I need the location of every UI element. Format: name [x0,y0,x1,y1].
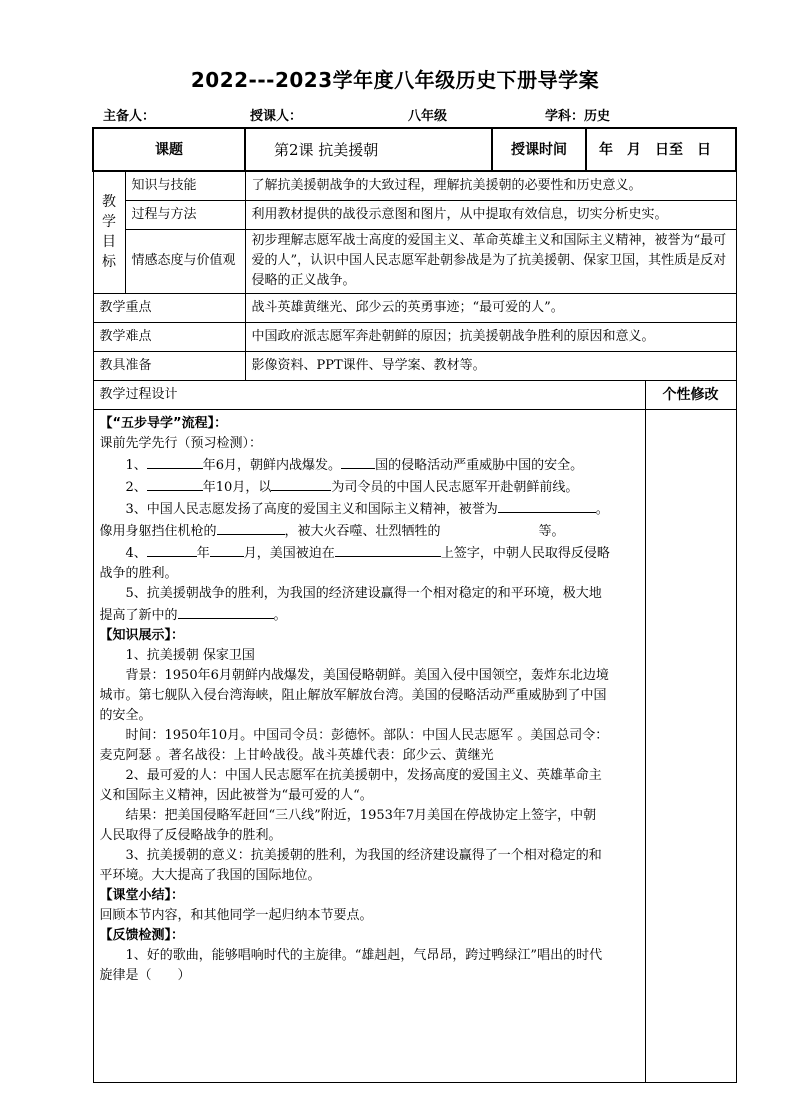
knowledge-text: 人民取得了反侵略战争的胜利。 [99,827,282,843]
knowledge-text: 时间：1950年10月。中国司令员：彭德怀。部队：中国人民志愿军 。美国总司令： [125,727,609,743]
knowledge-heading: 【知识展示】： [99,627,185,643]
preview-intro: 课前先学先行（预习检测）： [99,435,263,451]
blank[interactable] [498,498,596,513]
objective-name: 知识与技能 [125,171,245,200]
blank[interactable] [147,542,197,557]
topic-label: 课题 [93,128,245,171]
tools-row [93,351,736,380]
knowledge-text: 3、抗美援朝的意义：抗美援朝的胜利，为我国的经济建设赢得了一个相对稳定的和 [125,847,602,863]
question-4: 4、 年 月，美国被迫在 上签字，中朝人民取得反侵略 [100,542,639,564]
blank[interactable] [271,476,331,491]
preparer-label: 主备人： [103,109,156,124]
key-point-text: 战斗英雄黄继光、邱少云的英勇事迹；“最可爱的人”。 [245,293,736,322]
question-4-cont: 战争的胜利。 [99,565,178,581]
personal-label: 个性修改 [645,380,736,409]
flow-heading: 【“五步导学”流程】： [99,415,228,431]
knowledge-text: 义和国际主义精神，因此被誉为“最可爱的人“。 [99,787,373,803]
key-point-label: 教学重点 [93,293,245,322]
blank[interactable] [335,542,441,557]
blank[interactable] [147,454,203,469]
blank[interactable] [210,542,244,557]
feedback-heading: 【反馈检测】： [99,927,185,943]
blank[interactable] [147,476,203,491]
knowledge-text: 2、最可爱的人：中国人民志愿军在抗美援朝中，发扬高度的爱国主义、英雄革命主 [125,767,602,783]
question-3: 3、中国人民志愿发扬了高度的爱国主义和国际主义精神，被誉为 。 [100,498,639,520]
objective-name: 情感态度与价值观 [125,229,245,293]
subject-label: 学科：历史 [545,109,611,124]
objective-text: 利用教材提供的战役示意图和图片，从中提取有效信息，切实分析史实。 [245,200,736,229]
question-3-cont: 像用身躯挡住机枪的 ，被大火吞噬、壮烈牺牲的 等。 [100,520,639,542]
question-2: 2、 年10月，以 为司令员的中国人民志愿军开赴朝鲜前线。 [100,476,639,498]
knowledge-text: 平环境。大大提高了我国的国际地位。 [99,867,321,883]
feedback-question: 1、好的歌曲，能够唱响时代的主旋律。“雄赳赳，气昂昂，跨过鸭绿江”唱出的时代 [125,947,603,963]
lesson-plan-table [92,127,737,1083]
process-header-row [93,380,736,409]
tools-label: 教具准备 [93,351,245,380]
process-content-row [93,409,736,1082]
objectives-label: 教 学 目 标 [93,171,125,293]
key-point-row [93,293,736,322]
grade-label: 八年级 [408,109,448,124]
tools-text: 影像资料、PPT课件、导学案、教材等。 [245,351,736,380]
objective-text: 了解抗美援朝战争的大致过程，理解抗美援朝的必要性和历史意义。 [245,171,736,200]
objective-text: 初步理解志愿军战士高度的爱国主义、革命英雄主义和国际主义精神，被誉为“最可爱的人”，认识中国人民志愿军赴朝参战是为了抗美援朝、保家卫国，其性质是反对侵略的正义战争。 [245,229,736,293]
process-content [93,409,645,1082]
time-value: 年 月 日至 日 [586,128,736,171]
page-title: 2022---2023学年度八年级历史下册导学案 [190,68,600,92]
knowledge-item: 1、抗美援朝 保家卫国 [125,647,255,663]
process-label: 教学过程设计 [93,380,645,409]
blank[interactable] [217,520,285,535]
topic-value: 第2课 抗美援朝 [245,128,492,171]
question-1: 1、 年6月，朝鲜内战爆发。 国的侵略活动严重威胁中国的安全。 [100,454,639,476]
objective-row [93,171,736,200]
summary-text: 回顾本节内容，和其他同学一起归纳本节要点。 [99,907,373,923]
personal-notes-cell[interactable] [645,409,736,1082]
objective-name: 过程与方法 [125,200,245,229]
knowledge-text: 城市。第七舰队入侵台湾海峡，阻止解放军解放台湾。美国的侵略活动严重威胁到了中国 [99,687,607,703]
difficulty-label: 教学难点 [93,322,245,351]
difficulty-text: 中国政府派志愿军奔赴朝鲜的原因；抗美援朝战争胜利的原因和意义。 [245,322,736,351]
blank[interactable] [341,454,375,469]
summary-heading: 【课堂小结】： [99,887,185,903]
knowledge-text: 麦克阿瑟 。著名战役：上甘岭战役。战斗英雄代表：邱少云、黄继光 [99,747,494,763]
knowledge-text: 结果：把美国侵略军赶回“三八线”附近，1953年7月美国在停战协定上签字，中朝 [125,807,597,823]
blank[interactable] [178,604,274,619]
knowledge-text: 的安全。 [99,707,152,723]
question-5: 5、抗美援朝战争的胜利，为我国的经济建设赢得一个相对稳定的和平环境，极大地 [125,585,602,601]
question-5-cont: 提高了新中的 。 [100,604,639,626]
objective-row [93,200,736,229]
difficulty-row [93,322,736,351]
knowledge-text: 背景：1950年6月朝鲜内战爆发，美国侵略朝鲜。美国入侵中国领空，轰炸东北边境 [125,667,609,683]
header-row [93,128,736,171]
time-label: 授课时间 [492,128,586,171]
objective-row [93,229,736,293]
feedback-question-cont: 旋律是（ ） [99,967,191,983]
teacher-label: 授课人： [250,109,303,124]
